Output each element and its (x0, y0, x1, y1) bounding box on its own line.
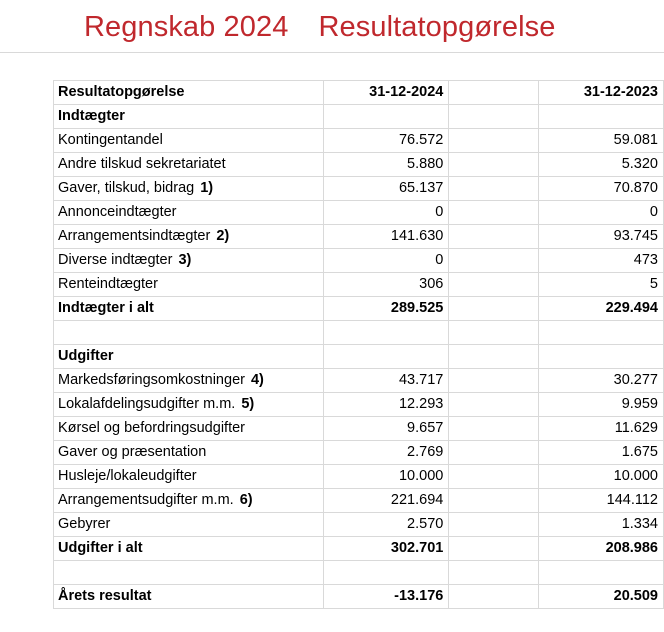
title-right: Resultatopgørelse (318, 11, 556, 43)
gap-cell (449, 393, 539, 417)
title-left: Regnskab 2024 (84, 11, 289, 43)
gap-cell (449, 513, 539, 537)
gap-cell (449, 81, 539, 105)
note-ref: 4) (250, 372, 264, 388)
row-label-text: Diverse indtægter (58, 252, 173, 268)
row-label (54, 153, 324, 177)
value-2023: 5.320 (539, 153, 664, 177)
expense-row (54, 417, 664, 441)
value-2024: 43.717 (324, 369, 449, 393)
gap-cell (449, 273, 539, 297)
total-label: Indtægter i alt (54, 297, 324, 321)
value-2023: 473 (539, 249, 664, 273)
value-2024: 221.694 (324, 489, 449, 513)
row-label-text: Kørsel og befordringsudgifter (58, 420, 245, 436)
row-label (54, 513, 324, 537)
gap-cell (449, 417, 539, 441)
row-label-text: Kontingentandel (58, 132, 163, 148)
income-row (54, 225, 664, 249)
value-2024: 141.630 (324, 225, 449, 249)
row-label-text: Arrangementsindtægter (58, 228, 211, 244)
total-2024: 289.525 (324, 297, 449, 321)
expense-row (54, 513, 664, 537)
row-label (54, 177, 324, 201)
income-row (54, 129, 664, 153)
expense-total-row (54, 537, 664, 561)
row-label (54, 225, 324, 249)
note-ref: 5) (241, 396, 255, 412)
row-label-text: Lokalafdelingsudgifter m.m. (58, 396, 236, 412)
value-2023: 0 (539, 201, 664, 225)
row-label-text: Gaver og præsentation (58, 444, 207, 460)
value-2024: 12.293 (324, 393, 449, 417)
gap-cell (449, 249, 539, 273)
gap-cell (449, 225, 539, 249)
gap-cell (449, 153, 539, 177)
total-2024: 302.701 (324, 537, 449, 561)
blank-row (54, 561, 664, 585)
value-2023: 1.675 (539, 441, 664, 465)
row-label-text: Gaver, tilskud, bidrag (58, 180, 195, 196)
income-statement-table (53, 80, 664, 609)
gap-cell (449, 369, 539, 393)
row-label-text: Gebyrer (58, 516, 111, 532)
total-label: Udgifter i alt (54, 537, 324, 561)
row-label-text: Renteindtægter (58, 276, 158, 292)
blank-row (54, 321, 664, 345)
total-2023: 229.494 (539, 297, 664, 321)
row-label (54, 441, 324, 465)
income-row (54, 249, 664, 273)
value-2024: 0 (324, 201, 449, 225)
row-label-text: Annonceindtægter (58, 204, 177, 220)
note-ref: 2) (216, 228, 230, 244)
total-2023: 20.509 (539, 585, 664, 609)
row-label (54, 129, 324, 153)
total-label: Årets resultat (54, 585, 324, 609)
value-2024: 306 (324, 273, 449, 297)
expense-row (54, 465, 664, 489)
row-label (54, 417, 324, 441)
income-heading-row (54, 105, 664, 129)
note-ref: 6) (239, 492, 253, 508)
gap-cell (449, 297, 539, 321)
row-label-text: Andre tilskud sekretariatet (58, 156, 226, 172)
value-2024: 76.572 (324, 129, 449, 153)
value-2023: 70.870 (539, 177, 664, 201)
value-2023: 1.334 (539, 513, 664, 537)
header-2023: 31-12-2023 (539, 81, 664, 105)
value-2023: 93.745 (539, 225, 664, 249)
value-2024: 10.000 (324, 465, 449, 489)
result-row (54, 585, 664, 609)
row-label (54, 201, 324, 225)
income-row (54, 177, 664, 201)
row-label-text: Markedsføringsomkostninger (58, 372, 245, 388)
value-2023: 11.629 (539, 417, 664, 441)
gap-cell (449, 489, 539, 513)
value-2024: 9.657 (324, 417, 449, 441)
value-2023: 9.959 (539, 393, 664, 417)
expense-row (54, 489, 664, 513)
section-heading: Udgifter (54, 345, 324, 369)
value-2023: 30.277 (539, 369, 664, 393)
income-heading: Indtægter (54, 105, 324, 129)
expense-heading-row (54, 345, 664, 369)
value-2023: 5 (539, 273, 664, 297)
value-2024: 0 (324, 249, 449, 273)
row-label-text: Husleje/lokaleudgifter (58, 468, 197, 484)
income-row (54, 273, 664, 297)
row-label (54, 489, 324, 513)
value-2023: 144.112 (539, 489, 664, 513)
gap-cell (449, 465, 539, 489)
row-label (54, 369, 324, 393)
expense-row (54, 393, 664, 417)
header-row (54, 81, 664, 105)
gap-cell (449, 537, 539, 561)
gap-cell (449, 129, 539, 153)
row-label (54, 249, 324, 273)
header-label: Resultatopgørelse (54, 81, 324, 105)
value-2023: 10.000 (539, 465, 664, 489)
title-bar (0, 0, 664, 53)
income-row (54, 153, 664, 177)
value-2024: 2.570 (324, 513, 449, 537)
value-2023: 59.081 (539, 129, 664, 153)
row-label (54, 393, 324, 417)
income-total-row (54, 297, 664, 321)
row-label-text: Arrangementsudgifter m.m. (58, 492, 234, 508)
gap-cell (449, 201, 539, 225)
value-2024: 65.137 (324, 177, 449, 201)
value-2024: 5.880 (324, 153, 449, 177)
header-2024: 31-12-2024 (324, 81, 449, 105)
page-title (84, 11, 556, 44)
gap-cell (449, 585, 539, 609)
note-ref: 3) (178, 252, 192, 268)
gap-cell (449, 177, 539, 201)
total-2024: -13.176 (324, 585, 449, 609)
row-label (54, 465, 324, 489)
total-2023: 208.986 (539, 537, 664, 561)
gap-cell (449, 441, 539, 465)
expense-row (54, 441, 664, 465)
row-label (54, 273, 324, 297)
note-ref: 1) (200, 180, 214, 196)
expense-row (54, 369, 664, 393)
value-2024: 2.769 (324, 441, 449, 465)
income-row (54, 201, 664, 225)
